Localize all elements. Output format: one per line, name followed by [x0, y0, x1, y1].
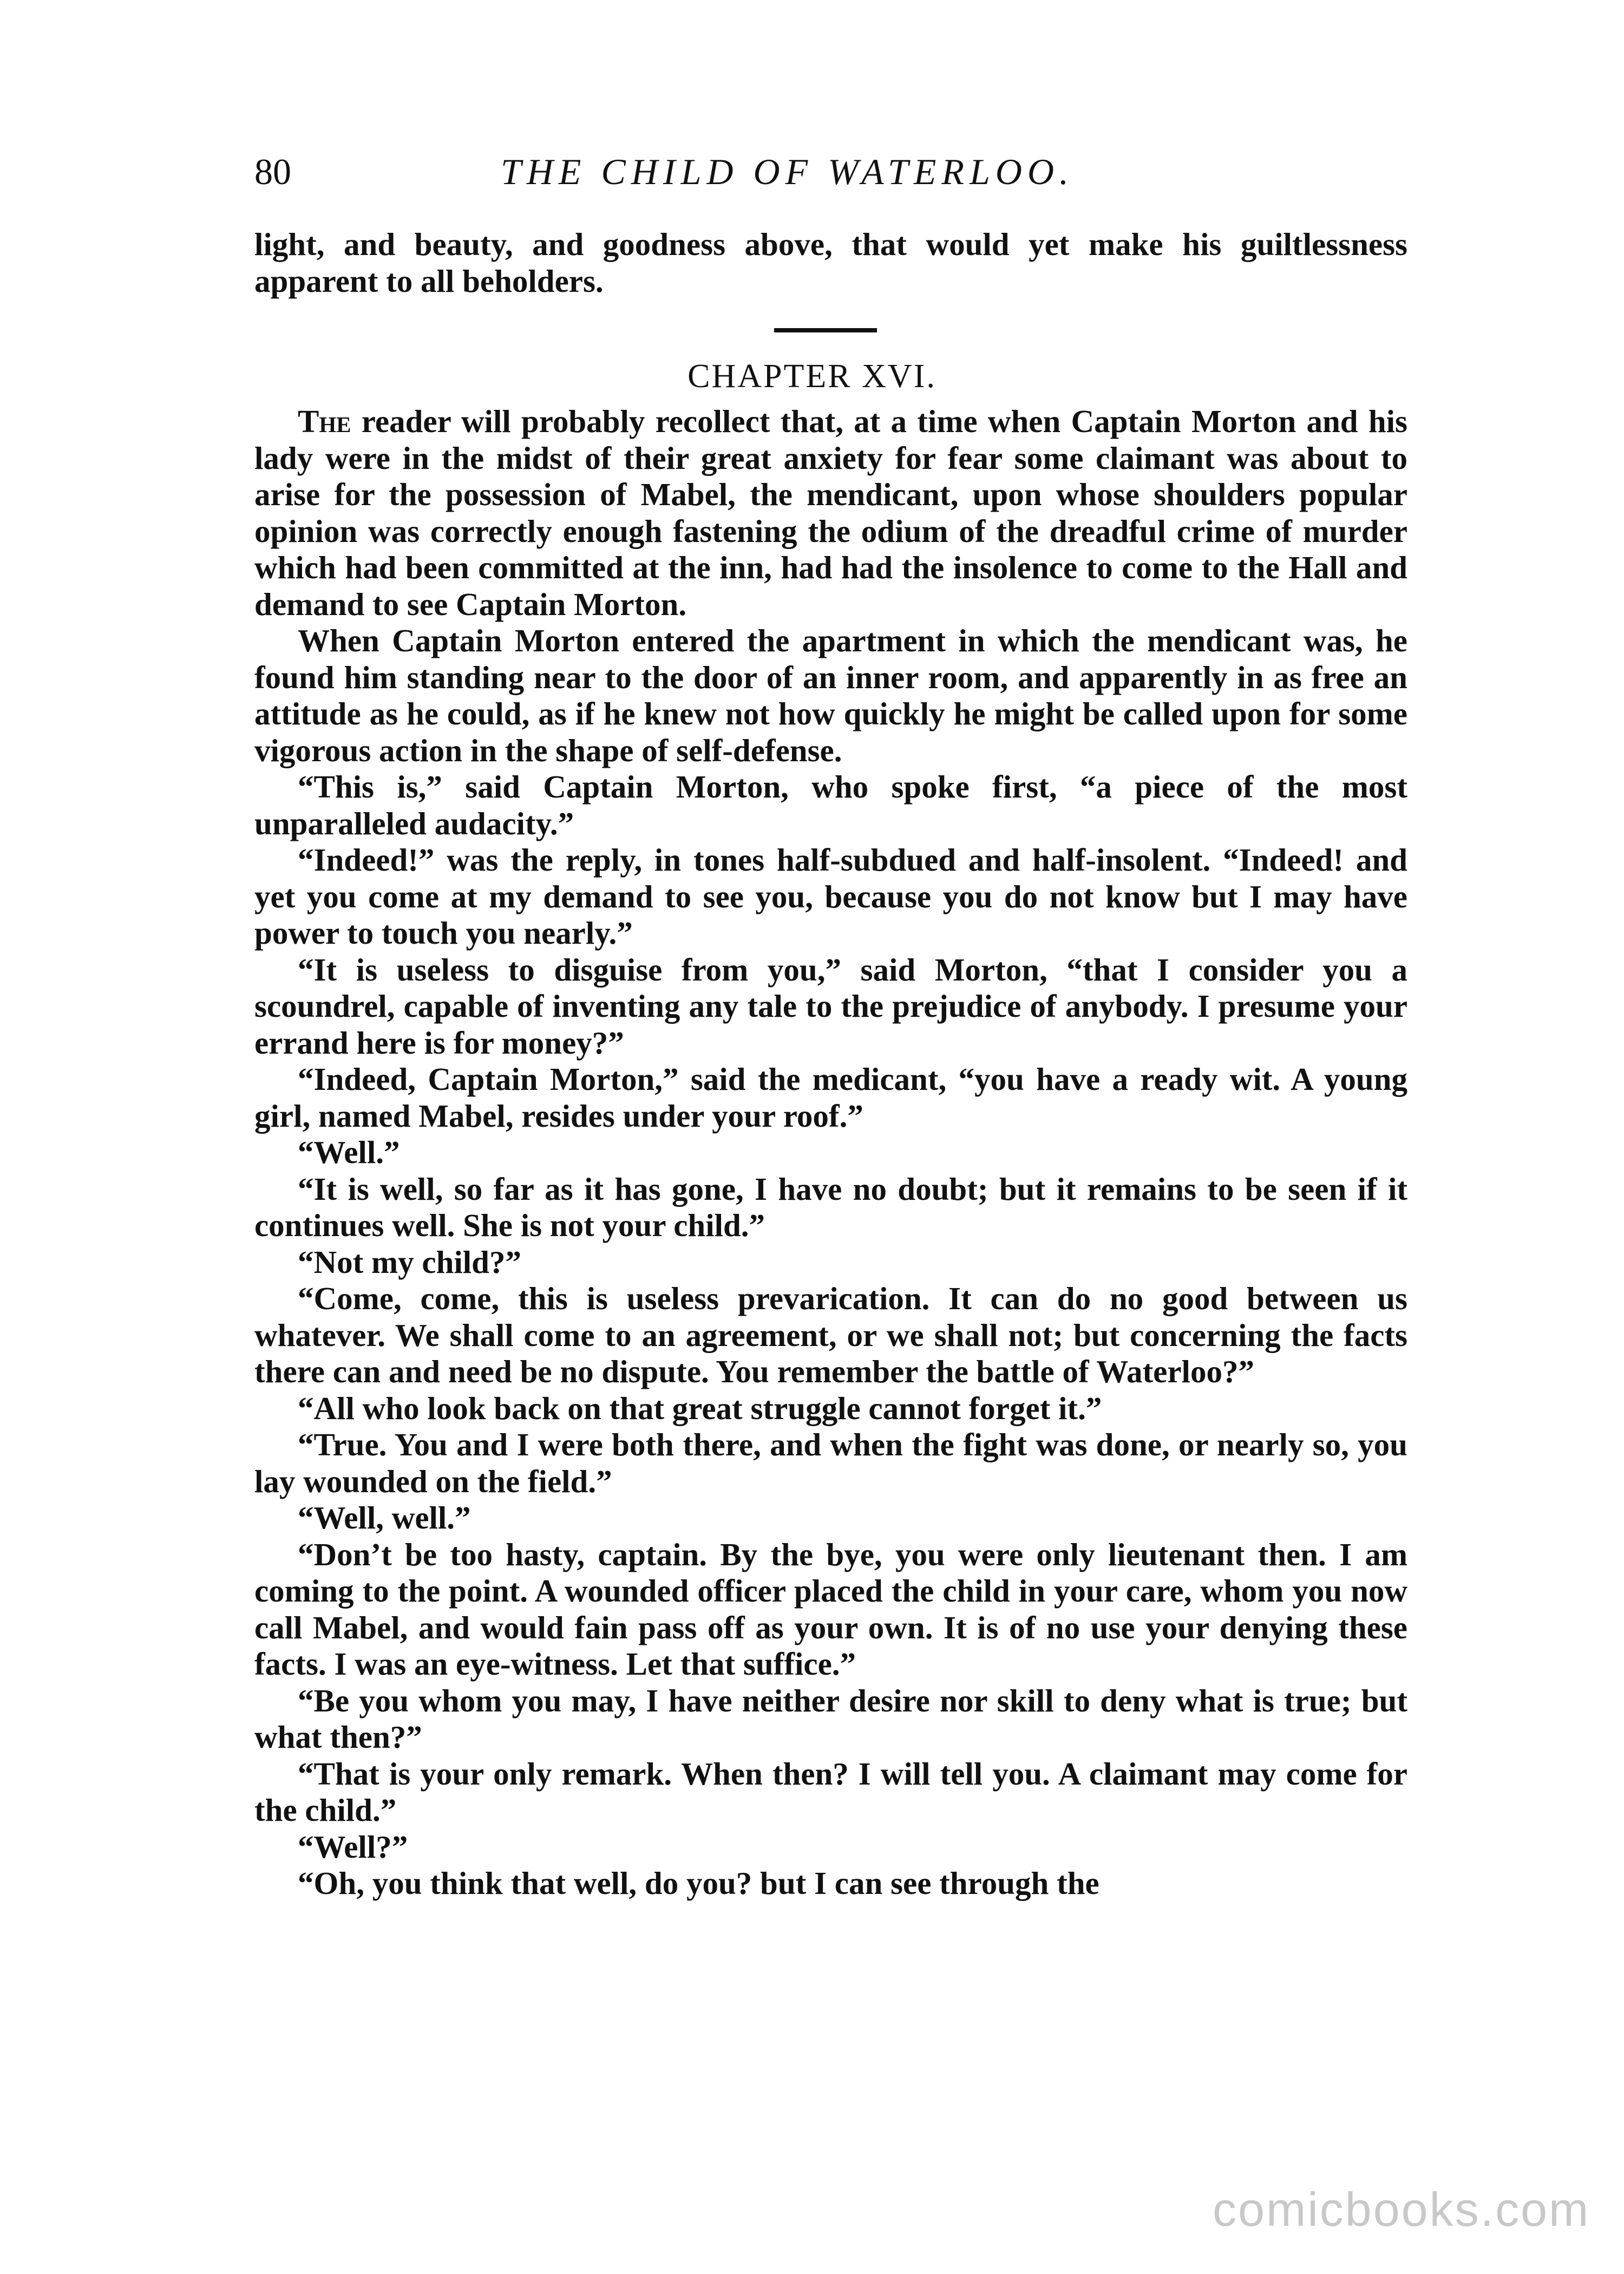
paragraph: “It is useless to disguise from you,” said Morton, “that I consider you a scoundrel, capable of inventing any tale to the prejudice of anybody. I presume your errand here is for money?” [254, 951, 1407, 1061]
paragraph: “Well, well.” [298, 1500, 471, 1535]
paragraph: “Don’t be too hasty, captain. By the bye, you were only lieutenant then. I am coming to the point. A wounded officer placed the child in your care, whom you now call Mabel, and would fain pass off as your own. It is of no use your denying these facts. I was an eye-witness. Let that suffice.” [254, 1536, 1407, 1682]
paragraph: “Indeed!” was the reply, in tones half-subdued and half-insolent. “Indeed! and yet you come at my demand to see you, because you do not know but I may have power to touch you nearly.” [254, 842, 1407, 951]
first-word: The [298, 403, 351, 439]
chapter-body [254, 403, 1407, 1902]
paragraph: When Captain Morton entered the apartment in which the mendicant was, he found him standing near to the door of an inner room, and apparently in as free an attitude as he could, as if he knew not how quickly he might be called upon for some vigorous action in the shape of self-defense. [254, 623, 1407, 768]
paragraph: “Well.” [298, 1134, 400, 1170]
section-divider [774, 328, 877, 332]
watermark-text: comicbooks.com [1213, 2182, 1590, 2236]
paragraph: “It is well, so far as it has gone, I have no doubt; but it remains to be seen if it continues well. She is not your child.” [254, 1171, 1407, 1243]
paragraph: “Be you whom you may, I have neither desire nor skill to deny what is true; but what then?” [254, 1682, 1407, 1755]
page-header [254, 147, 1407, 196]
paragraph: “True. You and I were both there, and when the fight was done, or nearly so, you lay wounded on the field.” [254, 1427, 1407, 1499]
paragraph: “Well?” [298, 1828, 408, 1865]
paragraph-1-text: reader will probably recollect that, at a time when Captain Morton and his lady were in the midst of their great anxiety for fear some claimant was about to arise for the possession of Mabel, the mendicant, upon whose shoulders popular opinion was correctly enough fastening the odium of the dreadful crime of murder which had been committed at the inn, had had the insolence to come to the Hall and demand to see Captain Morton. [254, 403, 1407, 622]
page-number: 80 [254, 151, 291, 192]
paragraph: “Come, come, this is useless prevarication. It can do no good between us whatever. We shall come to an agreement, or we shall not; but concerning the facts there can and need be no dispute. You remember the battle of Waterloo?” [254, 1280, 1407, 1389]
intro-paragraph [254, 226, 1407, 299]
paragraph: “All who look back on that great struggle cannot forget it.” [298, 1390, 1102, 1426]
chapter-heading: CHAPTER XVI. [687, 358, 937, 395]
paragraph: “Oh, you think that well, do you? but I can see through the [298, 1865, 1099, 1901]
paragraph: “Indeed, Captain Morton,” said the medicant, “you have a ready wit. A young girl, named Mabel, resides under your roof.” [254, 1061, 1407, 1134]
intro-text: light, and beauty, and goodness above, that would yet make his guiltlessness apparent to all beholders. [254, 226, 1407, 299]
paragraph: “That is your only remark. When then? I will tell you. A claimant may come for the child.” [254, 1755, 1407, 1828]
paragraph: “Not my child?” [298, 1244, 521, 1280]
running-title: THE CHILD OF WATERLOO. [501, 151, 1074, 192]
paragraph-1 [254, 403, 1407, 623]
paragraph: “This is,” said Captain Morton, who spoke first, “a piece of the most unparalleled audacity.” [254, 769, 1407, 841]
